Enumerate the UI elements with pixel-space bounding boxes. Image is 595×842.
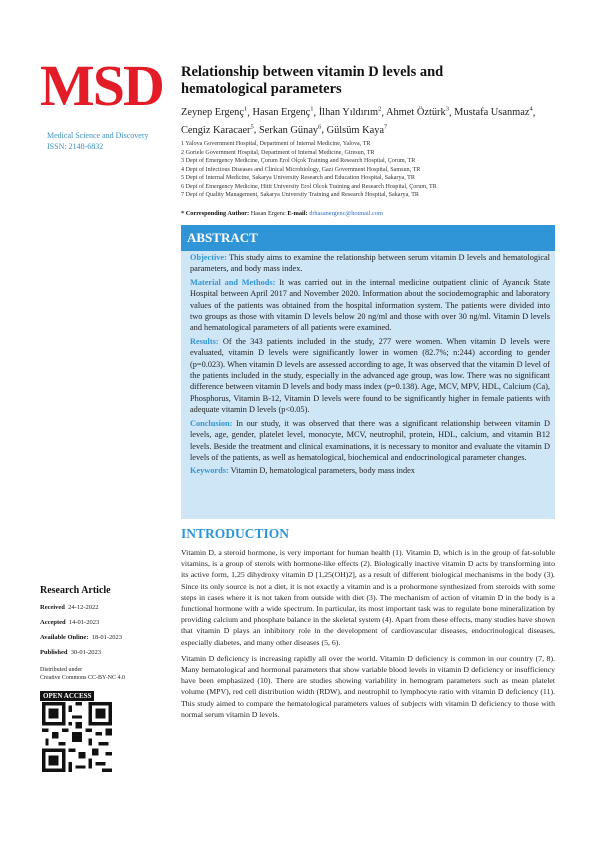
- received-date: Received 24-12-2022: [40, 604, 99, 611]
- accepted-date: Accepted 14-01-2023: [40, 619, 100, 626]
- author-name: Hasan Ergenç$^1$: [252, 106, 314, 119]
- abstract-methods: Material and Methods: It was carried out in the internal medicine outpatient clinic of Ayancık State Hospital between April 2017 and November 2020. Information about the sociodemographic and laboratory values of the patients was obtained from the hospital information system. The patients were divided into two groups as those with vitamin D levels below 20 ng/ml and those with over 30 ng/ml. Vitamin D levels and hematological parameters of all patients were examined.: [190, 277, 550, 333]
- license-info: Distributed under Creative Commons CC-BY-NC 4.0: [40, 667, 125, 681]
- author-name: Ahmet Öztürk$^3$: [385, 106, 449, 119]
- affiliation-list: [181, 140, 571, 200]
- affiliation-item: 6 Dept of Emergency Medicine, Hitit University Erol Olcok Training and Research Hospital, Çorum, TR: [181, 183, 437, 190]
- abstract-text: [190, 252, 550, 479]
- abstract-objective: Objective: This study aims to examine the relationship between serum vitamin D levels and hematological parameters, and body mass index.: [190, 253, 550, 274]
- author-affiliation-number: 4: [529, 106, 533, 113]
- affiliation-item: 3 Dept of Emergency Medicine, Çorum Erol Olçok Training and Research Hospital, Çorum, TR: [181, 158, 416, 164]
- paragraph: Vitamin D deficiency is increasing rapidly all over the world. Vitamin D deficiency is common in our country (7, 8). Many hematological and hormonal parameters that show variable blood levels in vitamin D deficiency or insufficiency have been emphasized (10). There are studies showing variability in hemogram parameters such as mean platelet volume (MPV), red cell distribution width (RDW), and neutrophil to lymphocyte ratio with vitamin D deficiency (11). This study aimed to compare the hematological parameters values of subjects with vitamin D deficiency to those with normal serum vitamin D levels.: [181, 653, 555, 719]
- journal-info: [47, 130, 149, 152]
- corresponding-label: * Corresponding Author:: [181, 210, 250, 217]
- abstract-header: [181, 225, 555, 251]
- author-affiliation-number: 5: [250, 123, 254, 131]
- affiliation-item: 2 Goriele Government Hospital, Department of Internal Medicine, Giresun, TR: [181, 149, 375, 156]
- article-type: Research Article: [40, 585, 111, 596]
- abstract-keywords: Keywords: Vitamin D, hematological parameters, body mass index: [190, 466, 415, 476]
- author-name: Gülsüm Kaya$^7$: [326, 123, 388, 136]
- abstract-conclusion: Conclusion: In our study, it was observed that there was a significant relationship between vitamin D levels, age, gender, platelet level, monocyte, MCV, neutrophil, protein, HDL, calcium, and vitamin B12 levels. Beside the treatment and clinical examinations, it is necessary to monitor and evaluate the vitamin D levels of the patients, as well as hematological, biochemical and endocrinological parameter changes.: [190, 418, 550, 462]
- paragraph: Vitamin D, a steroid hormone, is very important for human health (1). Vitamin D, which is in the group of fat-soluble vitamins, is a group of sterols with hormone-like effects (2). Biologically inactive vitamin D acts by transforming into its active form, 1,25 dihydroxy vitamin D [1,25(OH)2], as a result of different biological mechanisms in the body (3). Since its only source is not a diet, it is not exactly a vitamin and is a prohormone synthesized from steroids with some steps in cases where it is not taken from outside with diet (3). The mechanism of action of vitamin D in the body is a functional hormone with a wide spectrum. In particular, its most important task was to regulate bone mineralization by providing calcium and phosphate balance in the skeletal system (4). Apart from these effects, many studies have shown that vitamin D plays an inhibitory role in the development of cardiovascular diseases, endocrinological diseases, especially diabetes, and many other diseases (5, 6).: [181, 548, 555, 647]
- published-date: Published 30-01-2023: [40, 649, 102, 656]
- abstract-results: Results: Of the 343 patients included in the study, 277 were women. When vitamin D levels were evaluated, vitamin D levels were significantly lower in women (82.7%; n:244) according to gender (p=0.023). When vitamin D levels are assessed according to age, It was observed that the vitamin D level of the patients included in the study, especially in the advanced age group, was low. There was no significant difference between vitamin D levels and body mass index (p=0.138). Age, MCV, MPV, HDL, Calcium (Ca), Phosphorus, Vitamin B-12, Vitamin D levels were found to be significantly higher in female patients with adequate vitamin D levels (p<0.05).: [190, 336, 551, 415]
- email-label: E-mail:: [287, 210, 308, 217]
- article-title: Relationship between vitamin D levels and hematological parameters: [181, 64, 444, 97]
- online-date: Available Online: 18-01-2023: [40, 634, 123, 641]
- affiliation-item: 1 Yalova Government Hospital, Department of Internal Medicine, Yalova, TR: [181, 141, 371, 147]
- author-affiliation-number: 6: [318, 123, 322, 131]
- email-link[interactable]: drhasanergenc@hotmail.com: [309, 210, 383, 217]
- open-access-badge: OPEN ACCESS: [40, 691, 94, 701]
- affiliation-item: 7 Dept of Quality Management, Sakarya University Training and Research Hospital, Sakarya, TR: [181, 192, 420, 198]
- author-name: Zeynep Ergenç$^1$: [181, 106, 248, 119]
- author-name: Cengiz Karacaer$^5$: [181, 123, 254, 136]
- journal-name: Medical Science and Discovery: [47, 131, 149, 140]
- author-name: İlhan Yıldırım$^2$: [318, 106, 382, 119]
- corresponding-author: [181, 210, 383, 217]
- introduction-body: [181, 547, 555, 725]
- author-name: Serkan Günay$^6$: [258, 123, 322, 136]
- abstract-heading: ABSTRACT: [187, 230, 258, 245]
- journal-logo: MSD: [40, 53, 163, 118]
- affiliation-item: 4 Dept of Infectious Diseases and Clinical Microbiology, Gazi Government Hospital, Samsun, TR: [181, 166, 421, 173]
- author-affiliation-number: 3: [445, 106, 449, 113]
- introduction-heading: INTRODUCTION: [181, 526, 290, 541]
- author-list: Zeynep Ergenç$^1$, Hasan Ergenç$^1$, İlhan Yıldırım$^2$, Ahmet Öztürk$^3$, Mustafa Usanmaz$^4$, Cengiz Karacaer$^5$, Serkan Günay$^6$, Gülsüm Kaya$^7$: [181, 106, 536, 136]
- journal-issn: ISSN: 2148-6832: [47, 142, 104, 151]
- author-name: Mustafa Usanmaz$^4$: [454, 106, 533, 119]
- author-affiliation-number: 2: [378, 106, 382, 113]
- author-affiliation-number: 1: [244, 106, 248, 113]
- qr-code-icon[interactable]: [42, 702, 112, 772]
- author-affiliation-number: 7: [384, 123, 388, 131]
- corresponding-name: Hasan Ergenc: [250, 210, 286, 217]
- affiliation-item: 5 Dept of Internal Medicine, Sakarya University Research and Education Hospital, Sakarya, TR: [181, 175, 415, 181]
- author-affiliation-number: 1: [310, 106, 314, 113]
